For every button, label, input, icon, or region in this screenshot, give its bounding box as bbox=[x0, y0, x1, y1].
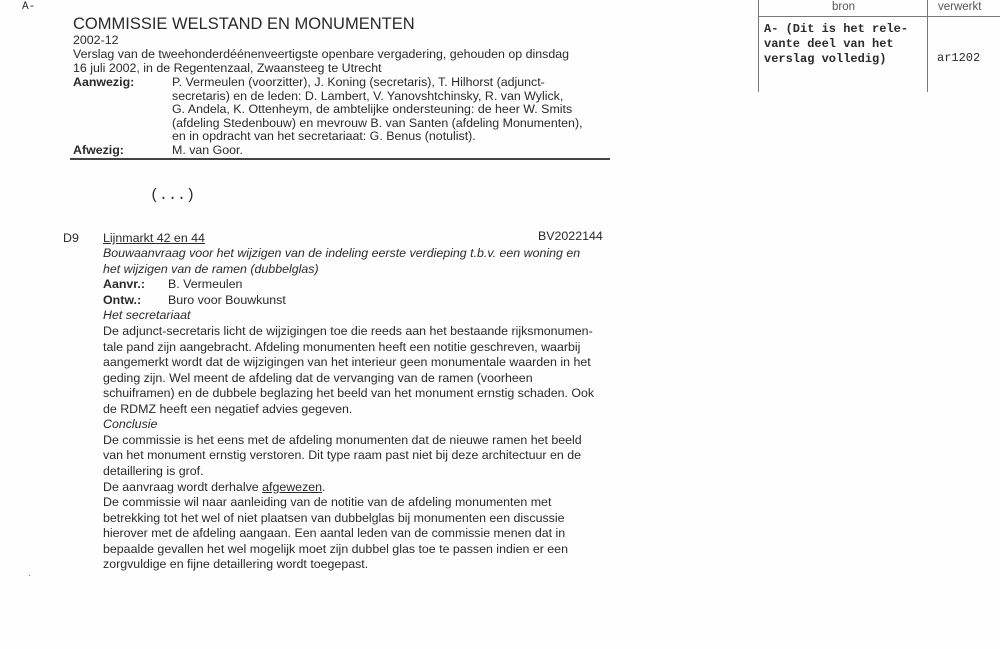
designer-label: Ontw.: bbox=[103, 293, 142, 307]
present-line: G. Andela, K. Ottenheym, de ambtelijke ondersteuning: de heer W. Smits bbox=[172, 102, 573, 117]
item-address: Lijnmarkt 42 en 44 bbox=[103, 231, 205, 245]
body-line: De commissie wil naar aanleiding van de notitie van de afdeling monumenten met bbox=[103, 495, 552, 510]
body-line: van het monument ernstig verstoren. Dit type raam past niet bij deze architectuur en de bbox=[103, 448, 581, 463]
present-label: Aanwezig: bbox=[73, 75, 135, 89]
present-line: en in opdracht van het secretariaat: G. Benus (notulist). bbox=[172, 129, 476, 144]
body-line: zorgvuldige en fijne detaillering wordt toegepast. bbox=[103, 557, 369, 572]
decision-value: afgewezen bbox=[262, 479, 323, 494]
body-line: detaillering is grof. bbox=[103, 463, 204, 478]
body-line: De commissie is het eens met de afdeling monumenten dat de nieuwe ramen het beeld bbox=[103, 432, 582, 447]
decision-text: De aanvraag wordt derhalve bbox=[103, 479, 263, 494]
body-line: bepaalde gevallen het wel mogelijk moet zijn dubbel glas toe te passen indien er een bbox=[103, 541, 568, 556]
document-number: 2002-12 bbox=[73, 33, 119, 47]
present-line: (afdeling Stedenbouw) en mevrouw B. van Santen (afdeling Monumenten), bbox=[172, 115, 583, 130]
applicant: B. Vermeulen bbox=[168, 277, 243, 291]
absent-list: M. van Goor. bbox=[172, 143, 243, 157]
subject-line: het wijzigen van de ramen (dubbelglas) bbox=[103, 262, 319, 276]
designer: Buro voor Bouwkunst bbox=[168, 293, 286, 307]
body-line: De adjunct-secretaris licht de wijzigingen toe die reeds aan het bestaande rijksmonumen- bbox=[103, 324, 593, 338]
scan-dot: · bbox=[28, 571, 31, 580]
box-border-middle bbox=[927, 0, 928, 92]
header-rule bbox=[70, 158, 610, 160]
subject-line: Bouwaanvraag voor het wijzigen van de indeling eerste verdieping t.b.v. een woning en bbox=[103, 246, 581, 260]
body-line: schuiframen) en de dubbele beglazing het beeld van het monument ernstig schaden. Ook bbox=[103, 386, 595, 401]
decision-line bbox=[103, 480, 326, 495]
present-line: P. Vermeulen (voorzitter), J. Koning (secretaris), T. Hilhorst (adjunct- bbox=[172, 75, 545, 89]
margin-mark: A- bbox=[22, 1, 36, 13]
column-header-processed: verwerkt bbox=[938, 1, 982, 13]
absent-label: Afwezig: bbox=[73, 143, 124, 157]
item-reference: BV2022144 bbox=[538, 229, 603, 243]
present-line: secretaris) en de leden: D. Lambert, V. Yanovshtchinsky, R. van Wylick, bbox=[172, 88, 564, 103]
box-border-left bbox=[758, 0, 759, 92]
document-title: COMMISSIE WELSTAND EN MONUMENTEN bbox=[73, 15, 415, 33]
body-line: hierover met de afdeling aangaan. Een aantal leden van de commissie menen dat in bbox=[103, 526, 566, 541]
item-code: D9 bbox=[63, 231, 79, 245]
section-heading: Het secretariaat bbox=[103, 308, 191, 322]
source-line: verslag volledig) bbox=[764, 52, 887, 66]
box-header-rule bbox=[758, 16, 1000, 17]
body-line: geding zijn. Wel meent de afdeling dat de vervanging van de ramen (voorheen bbox=[103, 370, 533, 385]
decision-text: . bbox=[322, 479, 326, 494]
body-line: betrekking tot het wel of niet plaatsen van dubbelglas bij monumenten een discussie bbox=[103, 510, 565, 525]
applicant-label: Aanvr.: bbox=[103, 277, 146, 291]
column-header-source: bron bbox=[832, 1, 856, 13]
processed-value: ar1202 bbox=[937, 51, 981, 65]
intro-line: 16 juli 2002, in de Regentenzaal, Zwaansteeg te Utrecht bbox=[73, 61, 382, 75]
source-line: vante deel van het bbox=[764, 37, 894, 51]
body-line: tale pand zijn aangebracht. Afdeling monumenten heeft een notitie geschreven, waarbij bbox=[103, 339, 581, 354]
intro-line: Verslag van de tweehonderdéénenveertigste openbare vergadering, gehouden op dinsdag bbox=[73, 47, 570, 61]
source-line: A- (Dit is het rele- bbox=[764, 22, 909, 36]
section-heading: Conclusie bbox=[103, 417, 158, 432]
ellipsis: (...) bbox=[150, 187, 196, 204]
body-line: aangemerkt wordt dat de wijzigingen van het interieur geen monumentale waarden in het bbox=[103, 355, 591, 370]
body-line: de RDMZ heeft een negatief advies gegeven. bbox=[103, 401, 353, 416]
